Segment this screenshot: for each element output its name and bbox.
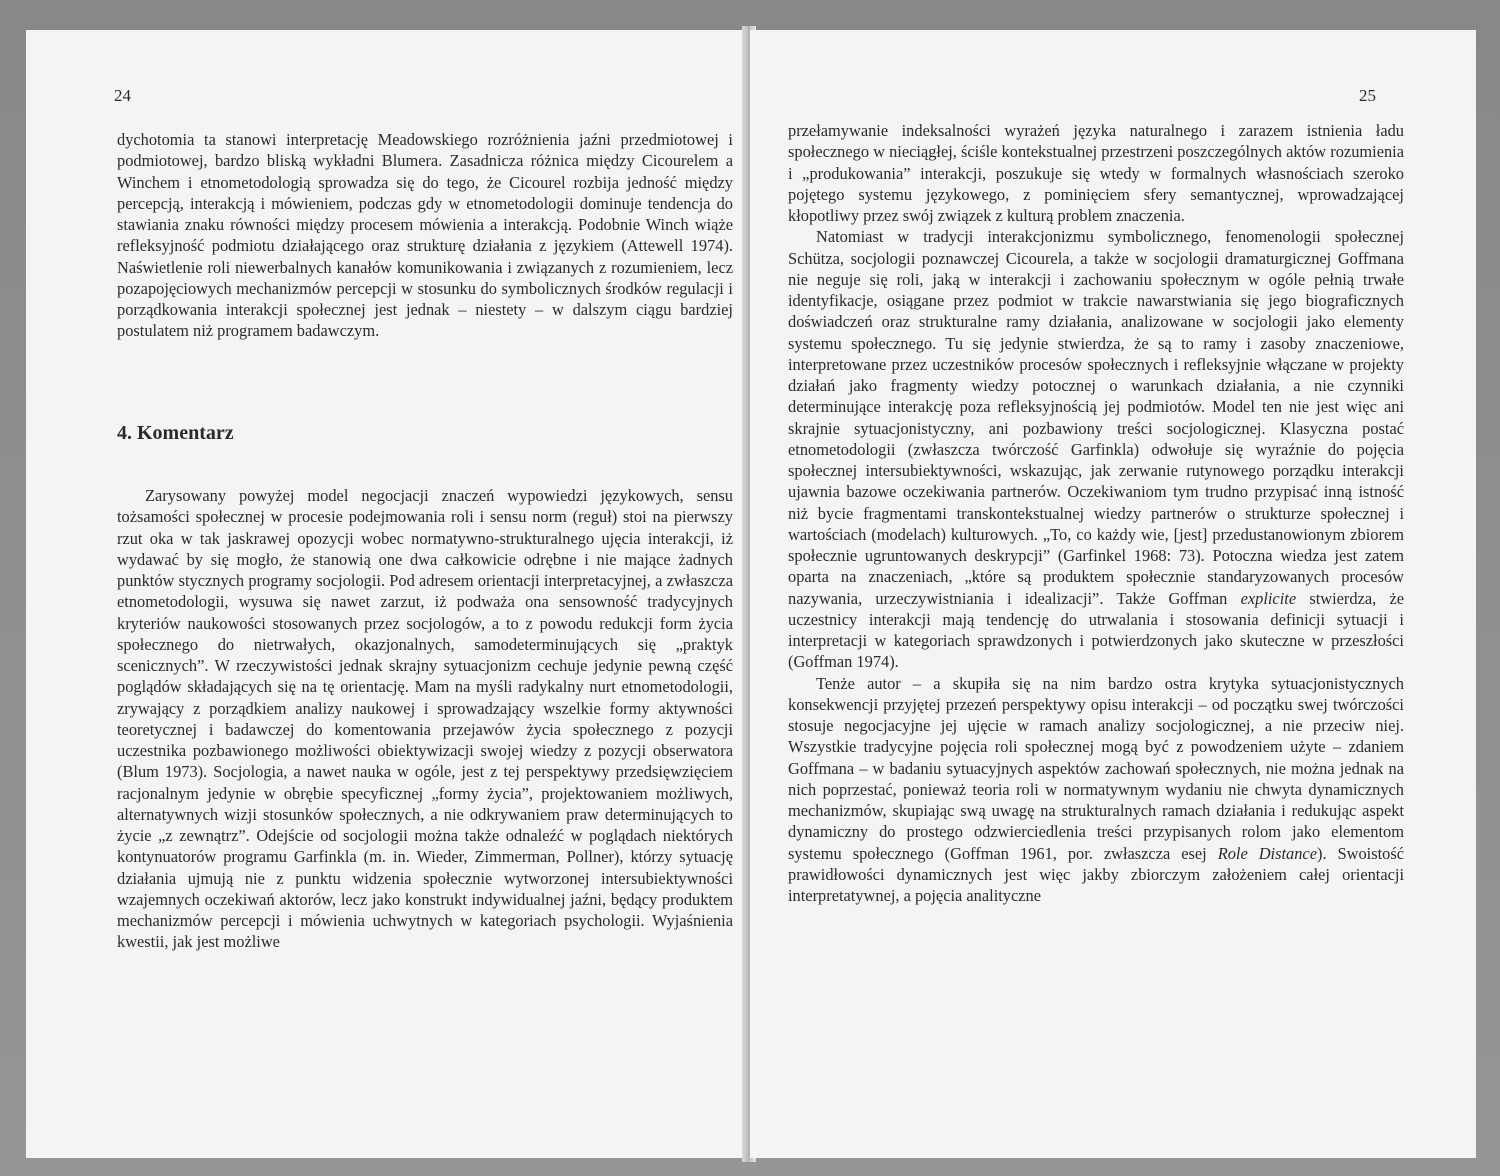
italic-term: explicite — [1240, 588, 1297, 608]
page-number: 25 — [1359, 86, 1376, 105]
paragraph — [788, 226, 1404, 672]
page-number: 24 — [114, 86, 131, 105]
text-span: Natomiast w tradycji interakcjonizmu symbolicznego, fenomenologii społecznej Schütza, socjologii poznawczej Cicourela, a także w socjologii dramaturgicznej Goffmana nie neguje się roli, jaką w interakcji i zachowaniu społecznym w ogóle pełnią trwałe identyfikacje, osiągane przez podmiot w trakcie nawarstwiania się jego biograficznych doświadczeń oraz strukturalne ramy działania, analizowane w socjologii jako elementy systemu społecznego. Tu się jedynie stwierdza, że są to ramy i zasoby znaczeniowe, interpretowane przez uczestników procesów społecznych i refleksyjnie włączane w projekty działań jako fragmenty wiedzy potocznej o warunkach działania, a nie czynniki determinujące interakcję poza refleksyjnością jej podmiotów. Model ten nie jest więc ani skrajnie sytuacjonistyczny, ani pozbawiony treści socjologicznej. Klasyczna postać etnometodologii (zwłaszcza twórczość Garfinkla) odwołuje się wyraźnie do pojęcia społecznej intersubiektywności, wskazując, jak zerwanie rutynowego porządku interakcji ujawnia bazowe oczekiwania partnerów. Oczekiwaniom tym trudno przypisać inną istność niż bycie fragmentami transkontekstualnej wiedzy partnerów o strukturze społecznej i wartościach (modelach) kulturowych. „To, co każdy wie, [jest] przedustanowionym zbiorem społecznie ugruntowanych deskrypcji” (Garfinkel 1968: 73). Potoczna wiedza jest zatem oparta na znaczeniach, „które są produktem społecznie standaryzowanych procesów nazywania, urzeczywistniania i idealizacji”. Także Goffman — [788, 227, 1404, 608]
text-span: stwierdza, że uczestnicy interakcji mają tendencję do utrwalania i stosowania definicji sytuacji i interpretacji w kategoriach sprawdzonych i potwierdzonych jako skuteczne w przeszłości (Goffman 1974). — [788, 588, 1404, 672]
text-block — [788, 120, 1404, 906]
text-block — [117, 485, 733, 953]
text-span: Tenże autor – a skupiła się na nim bardzo ostra krytyka sytuacjonistycznych konsekwencji przyjętej przezeń perspektywy opisu interakcji – od początku swej twórczości stosuje negocjacyjne jej ujęcie w ramach analizy socjologicznej, a nie przeciw niej. Wszystkie tradycyjne pojęcia roli społecznej mogą być z powodzeniem użyte – zdaniem Goffmana – w badaniu sytuacyjnych aspektów zachowań społecznych, nie można jednak na nich poprzestać, ponieważ teoria roli w normatywnym wydaniu nie chwyta dynamicznych mechanizmów, skupiając swą uwagę na strukturalnych ramach działania i redukując aspekt dynamiczny do prostego odzwierciedlenia treści przypisanych rolom jako elementom systemu społecznego (Goffman 1961, por. zwłaszcza esej — [788, 673, 1404, 863]
paragraph — [788, 673, 1404, 907]
section-heading: 4. Komentarz — [117, 422, 234, 444]
paragraph: Zarysowany powyżej model negocjacji znaczeń wypowiedzi językowych, sensu tożsamości społecznej w procesie podejmowania roli i sensu norm (reguł) stoi na pierwszy rzut oka w tak jaskrawej opozycji wobec normatywno-strukturalnego ujęcia interakcji, iż wydawać by się mogło, że stanowią one dwa całkowicie odrębne i nie mające żadnych punktów stycznych programy socjologii. Pod adresem orientacji interpretacyjnej, a zwłaszcza etnometodologii, wysuwa się nawet zarzut, iż podważa ona sensowność tradycyjnych kryteriów naukowości stosowanych przez socjologów, a to z powodu redukcji form życia społecznego do nietrwałych, okazjonalnych, samodeterminujących się „praktyk scenicznych”. W rzeczywistości jednak skrajny sytuacjonizm cechuje jedynie pewną część poglądów składających się na tę orientację. Mam na myśli radykalny nurt etnometodologii, zrywający z porządkiem analizy naukowej i sprowadzający wszelkie formy aktywności teoretycznej i badawczej do komentowania przejawów życia społecznego z pozycji uczestnika pozbawionego możliwości obiektywizacji swojej wiedzy z pozycji obserwatora (Blum 1973). Socjologia, a nawet nauka w ogóle, jest z tej perspektywy przedsięwzięciem racjonalnym jedynie w obrębie specyficznej „formy życia”, projektowaniem możliwych, alternatywnych wizji stosunków społecznych, a nie odkrywaniem praw determinujących to życie „z zewnątrz”. Odejście od socjologii można także odnaleźć w poglądach niektórych kontynuatorów programu Garfinkla (m. in. Wieder, Zimmerman, Pollner), którzy sytuację działania ujmują nie z punktu widzenia społecznie wytworzonej intersubiektywności wzajemnych oczekiwań aktorów, lecz jako konstrukt indywidualnej jaźni, będący produktem mechanizmów percepcji i mówienia uchwytnych w kategoriach psychologii. Wyjaśnienia kwestii, jak jest możliwe — [117, 486, 733, 952]
left-page — [26, 30, 748, 1158]
text-block — [117, 129, 733, 342]
paragraph: dychotomia ta stanowi interpretację Meadowskiego rozróżnienia jaźni przedmiotowej i podmiotowej, bardzo bliską wykładni Blumera. Zasadnicza różnica między Cicourelem a Winchem i etnometodologią sprowadza się do tego, że Cicourel rozbija jedność między percepcją, interakcją i mówieniem, podczas gdy w etnometodologii dominuje tendencja do stawiania znaku równości między procesem mówienia a interakcją. Podobnie Winch wiąże refleksyjność podmiotu działającego oraz strukturę działania z językiem (Attewell 1974). Naświetlenie roli niewerbalnych kanałów komunikowania i związanych z rozumieniem, lecz pozapojęciowych mechanizmów percepcji w stosunku do symbolicznych środków regulacji i porządkowania interakcji społecznej jest jednak – niestety – w dalszym ciągu bardziej postulatem niż programem badawczym. — [117, 130, 733, 341]
italic-title: Role Distance — [1217, 843, 1317, 863]
text-span: ). Swoistość prawidłowości dynamicznych jest więc jakby zbiorczym założeniem całej orientacji interpretatywnej, a pojęcia analityczne — [788, 843, 1404, 905]
right-page — [750, 30, 1476, 1158]
paragraph: przełamywanie indeksalności wyrażeń języka naturalnego i zarazem istnienia ładu społecznego w nieciągłej, ściśle kontekstualnej przestrzeni poszczególnych aktów rozumienia i „produkowania” interakcji, poszukuje się wtedy w formalnych własnościach szeroko pojętego systemu językowego, z pominięciem sfery semantycznej, wprowadzającej kłopotliwy przez swój związek z kulturą problem znaczenia. — [788, 121, 1404, 225]
